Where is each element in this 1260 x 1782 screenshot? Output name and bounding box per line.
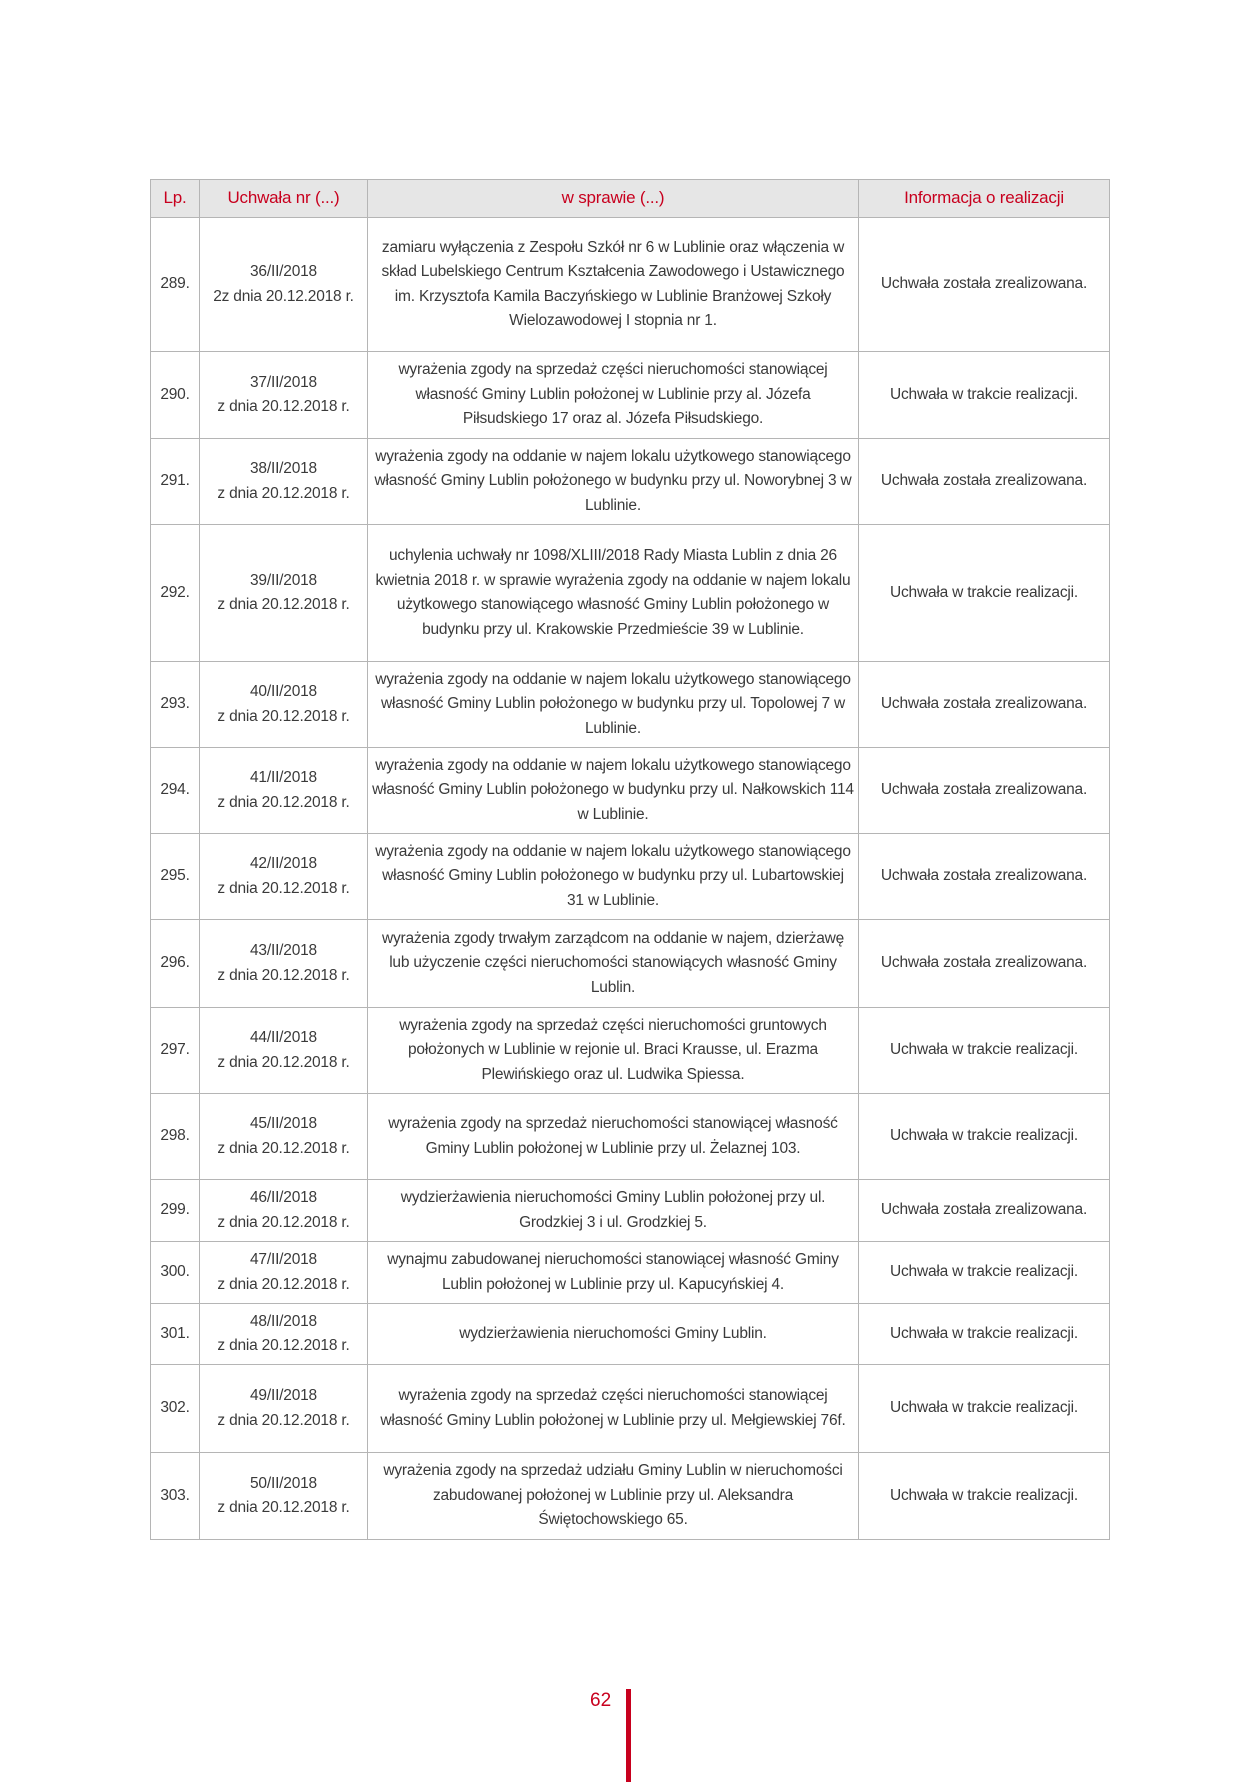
table-header xyxy=(151,180,1110,218)
row-info: Uchwała została zrealizowana. xyxy=(859,748,1110,834)
resolution-date: z dnia 20.12.2018 r. xyxy=(217,484,350,502)
header-lp: Lp. xyxy=(151,180,200,218)
page-accent-bar xyxy=(626,1689,631,1782)
resolution-number: 37/II/2018 xyxy=(250,373,317,391)
resolution-number: 38/II/2018 xyxy=(250,460,317,477)
resolution-number: 47/II/2018 xyxy=(250,1251,317,1268)
row-resolution xyxy=(200,1304,368,1365)
table-row xyxy=(151,1453,1110,1540)
resolution-date: z dnia 20.12.2018 r. xyxy=(217,1337,350,1354)
header-subject: w sprawie (...) xyxy=(368,180,859,218)
row-info: Uchwała w trakcie realizacji. xyxy=(859,1242,1110,1304)
row-info: Uchwała została zrealizowana. xyxy=(859,1180,1110,1242)
resolution-number: 36/II/2018 xyxy=(250,263,317,280)
resolution-date: z dnia 20.12.2018 r. xyxy=(217,1053,350,1071)
table-row xyxy=(151,834,1110,920)
table-row xyxy=(151,920,1110,1008)
resolution-date: z dnia 20.12.2018 r. xyxy=(217,879,350,897)
resolution-number: 49/II/2018 xyxy=(250,1387,317,1404)
row-lp: 302. xyxy=(151,1365,200,1453)
resolution-date: z dnia 20.12.2018 r. xyxy=(217,1139,350,1157)
resolution-number: 44/II/2018 xyxy=(250,1029,317,1046)
row-info: Uchwała w trakcie realizacji. xyxy=(859,1304,1110,1365)
table-row xyxy=(151,1365,1110,1453)
resolution-date: z dnia 20.12.2018 r. xyxy=(217,1411,350,1429)
resolution-date: 2z dnia 20.12.2018 r. xyxy=(213,287,354,305)
table-row xyxy=(151,352,1110,439)
row-subject: uchylenia uchwały nr 1098/XLIII/2018 Rady Miasta Lublin z dnia 26 kwietnia 2018 r. w sprawie wyrażenia zgody na oddanie w najem lokalu użytkowego stanowiącego własność Gminy Lublin położonego w budynku przy ul. Krakowskie Przedmieście 39 w Lublinie. xyxy=(368,525,859,662)
resolution-number: 48/II/2018 xyxy=(250,1312,317,1330)
row-info: Uchwała w trakcie realizacji. xyxy=(859,1365,1110,1453)
resolution-date: z dnia 20.12.2018 r. xyxy=(217,1275,350,1293)
row-info: Uchwała została zrealizowana. xyxy=(859,834,1110,920)
table-row xyxy=(151,662,1110,748)
resolution-date: z dnia 20.12.2018 r. xyxy=(217,966,350,984)
row-info: Uchwała w trakcie realizacji. xyxy=(859,1094,1110,1180)
resolution-date: z dnia 20.12.2018 r. xyxy=(217,793,350,811)
page-number: 62 xyxy=(590,1690,612,1711)
row-info: Uchwała została zrealizowana. xyxy=(859,439,1110,525)
resolution-date: z dnia 20.12.2018 r. xyxy=(217,1213,350,1231)
row-lp: 303. xyxy=(151,1453,200,1540)
row-subject: wyrażenia zgody na sprzedaż udziału Gminy Lublin w nieruchomości zabudowanej położonej w Lublinie przy ul. Aleksandra Świętochowskiego 65. xyxy=(368,1453,859,1540)
row-resolution xyxy=(200,662,368,748)
table-row xyxy=(151,1304,1110,1365)
row-resolution xyxy=(200,218,368,352)
resolutions-table xyxy=(150,179,1110,1540)
row-info: Uchwała w trakcie realizacji. xyxy=(859,1453,1110,1540)
resolution-number: 46/II/2018 xyxy=(250,1189,317,1206)
resolution-number: 50/II/2018 xyxy=(250,1474,317,1492)
row-subject: wyrażenia zgody na sprzedaż części nieruchomości stanowiącej własność Gminy Lublin położonej w Lublinie przy al. Józefa Piłsudskiego 17 oraz al. Józefa Piłsudskiego. xyxy=(368,352,859,439)
row-lp: 292. xyxy=(151,525,200,662)
row-lp: 299. xyxy=(151,1180,200,1242)
resolution-date: z dnia 20.12.2018 r. xyxy=(217,398,350,415)
table-row xyxy=(151,1242,1110,1304)
row-lp: 298. xyxy=(151,1094,200,1180)
row-subject: wydzierżawienia nieruchomości Gminy Lublin. xyxy=(368,1304,859,1365)
row-resolution xyxy=(200,834,368,920)
row-lp: 297. xyxy=(151,1008,200,1094)
row-subject: wynajmu zabudowanej nieruchomości stanowiącej własność Gminy Lublin położonej w Lublinie przy ul. Kapucyńskiej 4. xyxy=(368,1242,859,1304)
header-nr: Uchwała nr (...) xyxy=(200,180,368,218)
row-subject: wyrażenia zgody na sprzedaż części nieruchomości stanowiącej własność Gminy Lublin położonej w Lublinie przy ul. Mełgiewskiej 76f. xyxy=(368,1365,859,1453)
row-lp: 291. xyxy=(151,439,200,525)
row-info: Uchwała została zrealizowana. xyxy=(859,920,1110,1008)
row-subject: wyrażenia zgody na oddanie w najem lokalu użytkowego stanowiącego własność Gminy Lublin położonego w budynku przy ul. Noworybnej 3 w Lublinie. xyxy=(368,439,859,525)
resolution-date: z dnia 20.12.2018 r. xyxy=(217,707,350,725)
table-row xyxy=(151,1008,1110,1094)
row-lp: 300. xyxy=(151,1242,200,1304)
row-resolution xyxy=(200,439,368,525)
row-subject: wyrażenia zgody na oddanie w najem lokalu użytkowego stanowiącego własność Gminy Lublin położonego w budynku przy ul. Nałkowskich 114 w Lublinie. xyxy=(368,748,859,834)
table-row xyxy=(151,748,1110,834)
row-subject: wyrażenia zgody trwałym zarządcom na oddanie w najem, dzierżawę lub użyczenie części nieruchomości stanowiących własność Gminy Lublin. xyxy=(368,920,859,1008)
row-lp: 290. xyxy=(151,352,200,439)
row-resolution xyxy=(200,352,368,439)
row-resolution xyxy=(200,1365,368,1453)
table-row xyxy=(151,525,1110,662)
resolution-number: 43/II/2018 xyxy=(250,942,317,959)
table-row xyxy=(151,1180,1110,1242)
row-resolution xyxy=(200,920,368,1008)
resolution-number: 39/II/2018 xyxy=(250,571,317,589)
row-resolution xyxy=(200,1008,368,1094)
resolution-number: 45/II/2018 xyxy=(250,1115,317,1132)
header-info: Informacja o realizacji xyxy=(859,180,1110,218)
row-lp: 294. xyxy=(151,748,200,834)
resolution-number: 42/II/2018 xyxy=(250,855,317,872)
row-resolution xyxy=(200,1242,368,1304)
row-subject: wyrażenia zgody na oddanie w najem lokalu użytkowego stanowiącego własność Gminy Lublin położonego w budynku przy ul. Lubartowskiej 31 w Lublinie. xyxy=(368,834,859,920)
row-lp: 289. xyxy=(151,218,200,352)
row-subject: wyrażenia zgody na oddanie w najem lokalu użytkowego stanowiącego własność Gminy Lublin położonego w budynku przy ul. Topolowej 7 w Lublinie. xyxy=(368,662,859,748)
row-info: Uchwała została zrealizowana. xyxy=(859,218,1110,352)
row-resolution xyxy=(200,748,368,834)
table-row xyxy=(151,439,1110,525)
row-lp: 296. xyxy=(151,920,200,1008)
resolution-date: z dnia 20.12.2018 r. xyxy=(217,1499,350,1516)
table-row xyxy=(151,218,1110,352)
row-lp: 293. xyxy=(151,662,200,748)
row-resolution xyxy=(200,1094,368,1180)
row-subject: wyrażenia zgody na sprzedaż części nieruchomości gruntowych położonych w Lublinie w rejonie ul. Braci Krausse, ul. Erazma Plewińskiego oraz ul. Ludwika Spiessa. xyxy=(368,1008,859,1094)
row-subject: wyrażenia zgody na sprzedaż nieruchomości stanowiącej własność Gminy Lublin położonej w Lublinie przy ul. Żelaznej 103. xyxy=(368,1094,859,1180)
resolution-number: 41/II/2018 xyxy=(250,769,317,786)
row-subject: wydzierżawienia nieruchomości Gminy Lublin położonej przy ul. Grodzkiej 3 i ul. Grodzkiej 5. xyxy=(368,1180,859,1242)
row-lp: 301. xyxy=(151,1304,200,1365)
row-subject: zamiaru wyłączenia z Zespołu Szkół nr 6 w Lublinie oraz włączenia w skład Lubelskiego Centrum Kształcenia Zawodowego i Ustawicznego im. Krzysztofa Kamila Baczyńskiego w Lublinie Branżowej Szkoły Wielozawodowej I stopnia nr 1. xyxy=(368,218,859,352)
table-row xyxy=(151,1094,1110,1180)
row-info: Uchwała w trakcie realizacji. xyxy=(859,352,1110,439)
row-resolution xyxy=(200,1453,368,1540)
row-info: Uchwała w trakcie realizacji. xyxy=(859,525,1110,662)
row-resolution xyxy=(200,525,368,662)
row-resolution xyxy=(200,1180,368,1242)
row-info: Uchwała w trakcie realizacji. xyxy=(859,1008,1110,1094)
resolution-number: 40/II/2018 xyxy=(250,683,317,700)
row-lp: 295. xyxy=(151,834,200,920)
row-info: Uchwała została zrealizowana. xyxy=(859,662,1110,748)
resolution-date: z dnia 20.12.2018 r. xyxy=(217,596,350,613)
